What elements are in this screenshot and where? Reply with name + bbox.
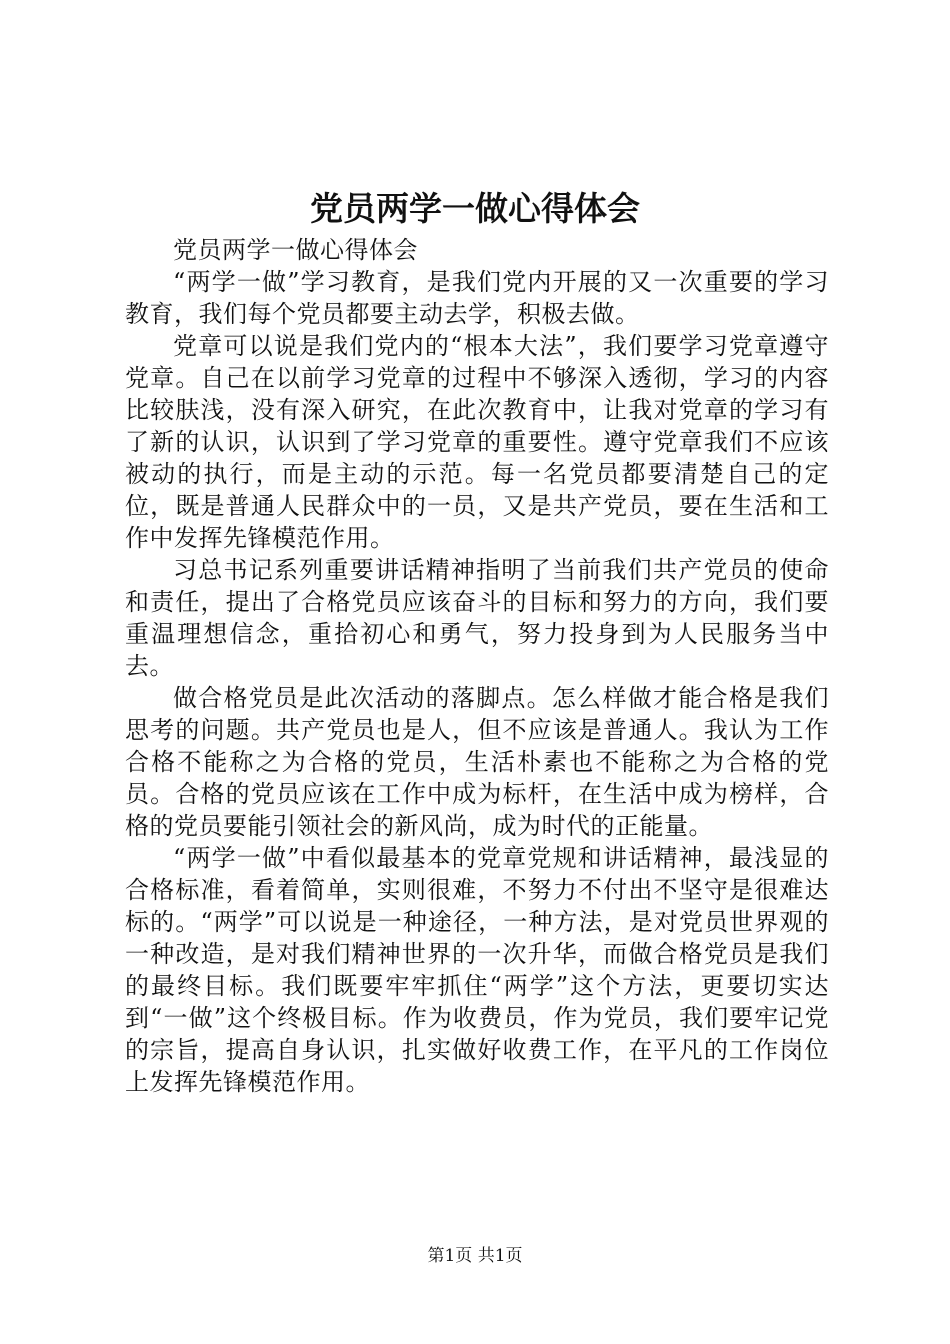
paragraph-qualified-member: 做合格党员是此次活动的落脚点。怎么样做才能合格是我们思考的问题。共产党员也是人，但不应该是普通人。我认为工作合格不能称之为合格的党员，生活朴素也不能称之为合格的党员。合格的党员应该在工作中成为标杆，在生活中成为榜样，合格的党员要能引领社会的新风尚，成为时代的正能量。 — [125, 684, 829, 840]
document-body — [125, 234, 829, 1098]
paragraph-subtitle: 党员两学一做心得体会 — [173, 236, 418, 264]
paragraph-party-constitution: 党章可以说是我们党内的“根本大法”，我们要学习党章遵守党章。自己在以前学习党章的过程中不够深入透彻，学习的内容比较肤浅，没有深入研究，在此次教育中，让我对党章的学习有了新的认识，认识到了学习党章的重要性。遵守党章我们不应该被动的执行，而是主动的示范。每一名党员都要清楚自己的定位，既是普通人民群众中的一员，又是共产党员，要在生活和工作中发挥先锋模范作用。 — [125, 332, 829, 552]
paragraph-intro: “两学一做”学习教育，是我们党内开展的又一次重要的学习教育，我们每个党员都要主动去学，积极去做。 — [125, 268, 829, 328]
paragraph-speeches: 习总书记系列重要讲话精神指明了当前我们共产党员的使命和责任，提出了合格党员应该奋斗的目标和努力的方向，我们要重温理想信念，重拾初心和勇气，努力投身到为人民服务当中去。 — [125, 556, 829, 680]
document-title: 党员两学一做心得体会 — [310, 189, 640, 228]
page-number-footer: 第1页 共1页 — [427, 1246, 523, 1266]
paragraph-conclusion: “两学一做”中看似最基本的党章党规和讲话精神，最浅显的合格标准，看着简单，实则很难，不努力不付出不坚守是很难达标的。“两学”可以说是一种途径，一种方法，是对党员世界观的一种改造，是对我们精神世界的一次升华，而做合格党员是我们的最终目标。我们既要牢牢抓住“两学”这个方法，更要切实达到“一做”这个终极目标。作为收费员，作为党员，我们要牢记党的宗旨，提高自身认识，扎实做好收费工作，在平凡的工作岗位上发挥先锋模范作用。 — [125, 844, 829, 1096]
